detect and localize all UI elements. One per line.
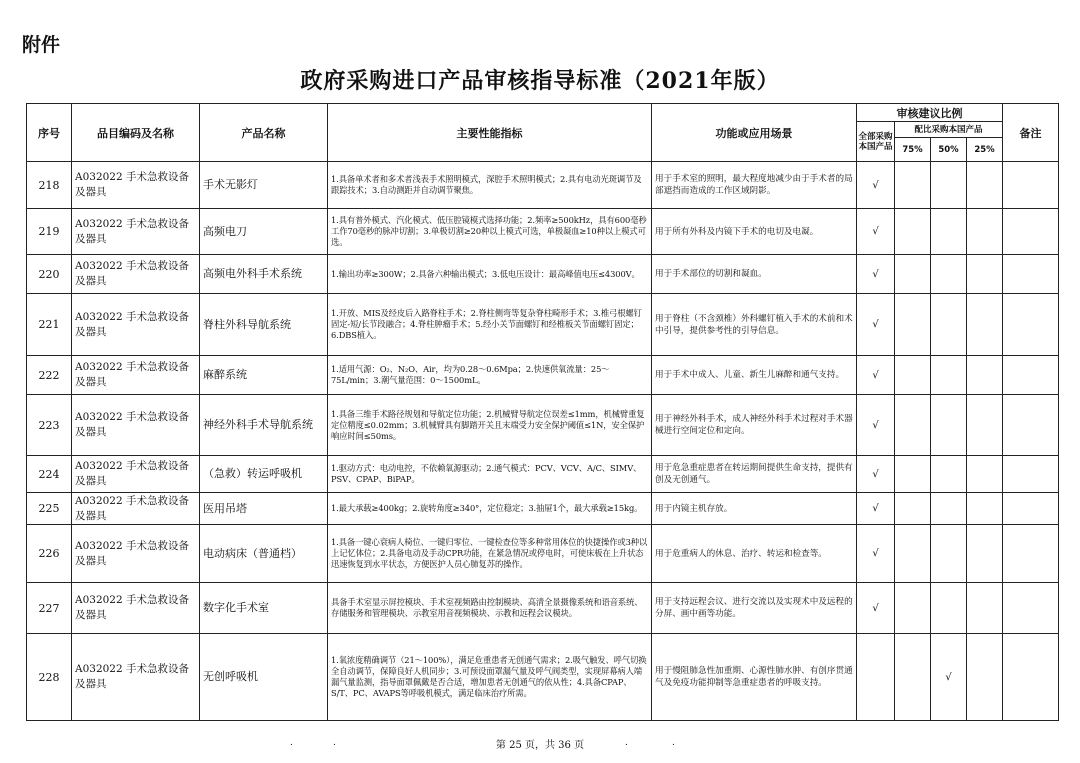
row-remark	[1003, 255, 1059, 294]
row-performance: 1.输出功率≥300W；2.具备六种输出模式；3.低电压设计：最高峰值电压≤4300V。	[328, 255, 652, 294]
row-check-25	[967, 395, 1003, 456]
row-function: 用于内镜主机存放。	[652, 493, 857, 525]
scan-dot: .	[625, 738, 628, 748]
row-product-name: （急救）转运呼吸机	[200, 456, 328, 493]
row-product-name: 高频电外科手术系统	[200, 255, 328, 294]
row-seq: 218	[27, 162, 72, 209]
row-remark	[1003, 456, 1059, 493]
table-row	[27, 395, 1059, 456]
row-check-all: √	[857, 395, 895, 456]
row-check-all: √	[857, 294, 895, 356]
row-check-25	[967, 525, 1003, 583]
row-product-name: 医用吊塔	[200, 493, 328, 525]
row-function: 用于危急重症患者在转运期间提供生命支持，提供有创及无创通气。	[652, 456, 857, 493]
row-function: 用于手术中成人、儿童、新生儿麻醉和通气支持。	[652, 356, 857, 395]
row-seq: 224	[27, 456, 72, 493]
row-check-75	[895, 583, 931, 634]
row-product-name: 神经外科手术导航系统	[200, 395, 328, 456]
table-row	[27, 209, 1059, 255]
row-seq: 221	[27, 294, 72, 356]
row-code: A032022 手术急救设备及器具	[72, 255, 200, 294]
header-25: 25%	[967, 138, 1003, 162]
row-product-name: 无创呼吸机	[200, 634, 328, 721]
row-check-25	[967, 356, 1003, 395]
row-seq: 227	[27, 583, 72, 634]
scan-dot: .	[290, 738, 293, 748]
row-remark	[1003, 493, 1059, 525]
row-code: A032022 手术急救设备及器具	[72, 395, 200, 456]
row-check-50	[931, 162, 967, 209]
row-check-all: √	[857, 162, 895, 209]
row-check-50	[931, 525, 967, 583]
row-check-75	[895, 525, 931, 583]
row-check-25	[967, 162, 1003, 209]
row-check-25	[967, 583, 1003, 634]
row-seq: 222	[27, 356, 72, 395]
row-seq: 219	[27, 209, 72, 255]
row-performance: 1.适用气源：O₂、N₂O、Air，均为0.28～0.6Mpa；2.快速供氧流量：25～75L/min；3.潮气量范围：0～1500mL。	[328, 356, 652, 395]
row-code: A032022 手术急救设备及器具	[72, 356, 200, 395]
table-row	[27, 525, 1059, 583]
row-function: 用于危重病人的休息、治疗、转运和检查等。	[652, 525, 857, 583]
row-performance: 1.具备单术者和多术者浅表手术照明模式，深腔手术照明模式；2.具有电动光斑调节及跟踪技术；3.自动测距并自动调节聚焦。	[328, 162, 652, 209]
row-product-name: 数字化手术室	[200, 583, 328, 634]
header-75: 75%	[895, 138, 931, 162]
row-check-all: √	[857, 456, 895, 493]
table-row	[27, 634, 1059, 721]
table-row	[27, 294, 1059, 356]
row-code: A032022 手术急救设备及器具	[72, 456, 200, 493]
row-check-50	[931, 395, 967, 456]
header-all-purchase: 全部采购本国产品	[857, 122, 895, 162]
header-50: 50%	[931, 138, 967, 162]
table-row	[27, 162, 1059, 209]
row-performance: 1.具备三维手术路径规划和导航定位功能；2.机械臂导航定位误差≤1mm，机械臂重复定位精度≤0.02mm；3.机械臂具有脚踏开关且末端受力安全保护阈值≤1N，安全保护响应时间≤50ms。	[328, 395, 652, 456]
row-code: A032022 手术急救设备及器具	[72, 634, 200, 721]
header-seq: 序号	[27, 104, 72, 162]
row-remark	[1003, 634, 1059, 721]
row-product-name: 电动病床（普通档）	[200, 525, 328, 583]
row-check-all: √	[857, 255, 895, 294]
row-code: A032022 手术急救设备及器具	[72, 294, 200, 356]
row-check-all: √	[857, 493, 895, 525]
row-check-25	[967, 255, 1003, 294]
row-check-50	[931, 294, 967, 356]
row-check-all: √	[857, 525, 895, 583]
row-function: 用于神经外科手术，成人神经外科手术过程对手术器械进行空间定位和定向。	[652, 395, 857, 456]
row-code: A032022 手术急救设备及器具	[72, 162, 200, 209]
header-review-ratio: 审核建议比例	[857, 104, 1003, 122]
header-product-name: 产品名称	[200, 104, 328, 162]
row-check-50	[931, 583, 967, 634]
row-code: A032022 手术急救设备及器具	[72, 525, 200, 583]
row-seq: 223	[27, 395, 72, 456]
row-check-75	[895, 162, 931, 209]
row-remark	[1003, 525, 1059, 583]
row-check-all: √	[857, 583, 895, 634]
row-check-50: √	[931, 634, 967, 721]
row-performance: 1.开放、MIS及经皮后入路脊柱手术；2.脊柱侧弯等复杂脊柱畸形手术；3.椎弓根螺钉固定-短/长节段融合；4.脊柱肿瘤手术；5.经小关节面螺钉和经椎板关节面螺钉固定；6.DBS植入。	[328, 294, 652, 356]
row-product-name: 脊柱外科导航系统	[200, 294, 328, 356]
header-function: 功能或应用场景	[652, 104, 857, 162]
row-check-all	[857, 634, 895, 721]
row-seq: 228	[27, 634, 72, 721]
row-check-75	[895, 255, 931, 294]
header-remarks: 备注	[1003, 104, 1059, 162]
row-performance: 1.具备一键心衰病人椅位、一键归零位、一键检查位等多种常用体位的快捷操作或3种以上记忆体位；2.具备电动及手动CPR功能，在紧急情况或停电时，可使床板在上升状态迅速恢复到水平状态，方便医护人员心肺复苏的操作。	[328, 525, 652, 583]
row-remark	[1003, 395, 1059, 456]
scan-dot: .	[333, 738, 336, 748]
row-remark	[1003, 294, 1059, 356]
row-check-75	[895, 634, 931, 721]
row-check-50	[931, 255, 967, 294]
table-row	[27, 583, 1059, 634]
row-code: A032022 手术急救设备及器具	[72, 493, 200, 525]
row-check-50	[931, 356, 967, 395]
row-product-name: 手术无影灯	[200, 162, 328, 209]
row-seq: 225	[27, 493, 72, 525]
header-ratio-purchase: 配比采购本国产品	[895, 122, 1003, 138]
row-performance: 1.具有普外模式、汽化模式、低压腔镜模式选择功能；2.频率≥500kHz，具有600毫秒工作70毫秒的脉冲切割；3.单极切割≥20种以上模式可选，单极凝血≥10种以上模式可选。	[328, 209, 652, 255]
row-performance: 1.驱动方式：电动电控，不依赖氧源驱动；2.通气模式：PCV、VCV、A/C、SIMV、PSV、CPAP、BiPAP。	[328, 456, 652, 493]
page-footer: 第 25 页，共 36 页	[495, 740, 585, 751]
row-remark	[1003, 583, 1059, 634]
row-function: 用于手术部位的切割和凝血。	[652, 255, 857, 294]
row-check-25	[967, 456, 1003, 493]
row-check-all: √	[857, 356, 895, 395]
row-performance: 1.氧浓度精确调节（21～100%），满足危重患者无创通气需求；2.吸气触发、呼气切换全自动调节，保障良好人机同步；3.可预设面罩漏气量及呼气阀类型，实现屏幕病人端漏气量监测，指导面罩佩戴是否合适，增加患者无创通气的依从性；4.具备CPAP、S/T、PC、AVAPS等呼吸机模式，满足临床治疗所需。	[328, 634, 652, 721]
row-function: 用于慢阻肺急性加重期、心源性肺水肿、有创序贯通气及免疫功能抑制等急重症患者的呼吸支持。	[652, 634, 857, 721]
table-row	[27, 456, 1059, 493]
row-function: 用于支持远程会议、进行交流以及实现术中及远程的分屏、画中画等功能。	[652, 583, 857, 634]
row-remark	[1003, 162, 1059, 209]
row-check-75	[895, 209, 931, 255]
table-row	[27, 255, 1059, 294]
row-remark	[1003, 356, 1059, 395]
row-performance: 1.最大承载≥400kg；2.旋转角度≥340°，定位稳定；3.抽屉1个，最大承载≥15kg。	[328, 493, 652, 525]
row-check-75	[895, 493, 931, 525]
table-row	[27, 493, 1059, 525]
header-performance: 主要性能指标	[328, 104, 652, 162]
row-function: 用于手术室的照明，最大程度地减少由于手术者的局部遮挡而造成的工作区域阴影。	[652, 162, 857, 209]
row-check-25	[967, 634, 1003, 721]
row-check-all: √	[857, 209, 895, 255]
row-check-25	[967, 493, 1003, 525]
row-seq: 226	[27, 525, 72, 583]
row-check-75	[895, 395, 931, 456]
row-function: 用于所有外科及内镜下手术的电切及电凝。	[652, 209, 857, 255]
row-check-25	[967, 209, 1003, 255]
row-product-name: 高频电刀	[200, 209, 328, 255]
row-remark	[1003, 209, 1059, 255]
row-check-75	[895, 294, 931, 356]
row-check-50	[931, 493, 967, 525]
header-code: 品目编码及名称	[72, 104, 200, 162]
scan-dot: .	[672, 738, 675, 748]
document-title: 政府采购进口产品审核指导标准（2021年版）	[300, 68, 780, 94]
row-check-75	[895, 456, 931, 493]
row-performance: 具备手术室显示屏控模块、手术室视频路由控制模块、高清全景摄像系统和语音系统、存储服务和管理模块、示教室用音视频模块、示教和远程会议模块。	[328, 583, 652, 634]
row-seq: 220	[27, 255, 72, 294]
row-check-75	[895, 356, 931, 395]
review-standard-table	[26, 103, 1059, 721]
table-row	[27, 356, 1059, 395]
row-check-50	[931, 456, 967, 493]
row-function: 用于脊柱（不含颈椎）外科螺钉植入手术的术前和术中引导，提供参考性的引导信息。	[652, 294, 857, 356]
row-check-50	[931, 209, 967, 255]
row-product-name: 麻醉系统	[200, 356, 328, 395]
attachment-label: 附件	[22, 34, 61, 56]
row-code: A032022 手术急救设备及器具	[72, 583, 200, 634]
row-check-25	[967, 294, 1003, 356]
row-code: A032022 手术急救设备及器具	[72, 209, 200, 255]
